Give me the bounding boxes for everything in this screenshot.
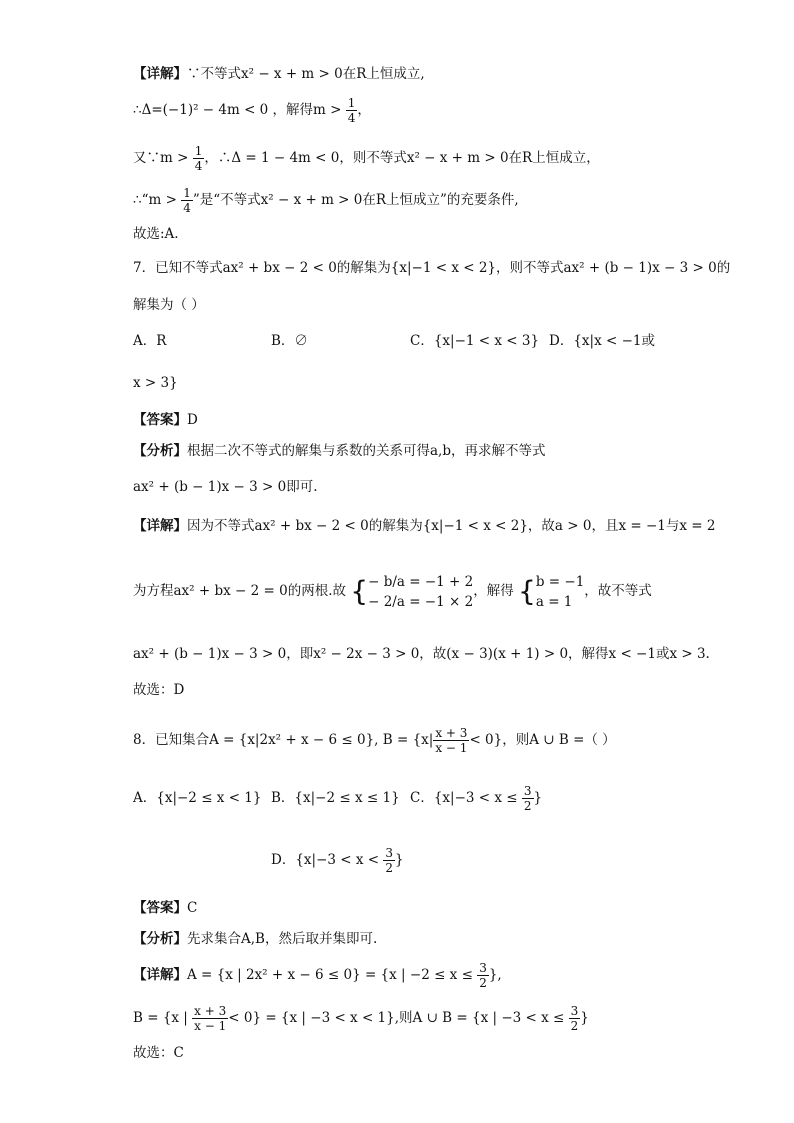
q8-detail-line1: 【详解】A = {x | 2x² + x − 6 ≤ 0} = {x | −2 ≤ x ≤ $\frac{3}{2}$ }, <box>133 961 502 990</box>
q6-detail-line1: 【详解】∵不等式x² − x + m > 0在R上恒成立, <box>133 66 425 82</box>
left-brace: { <box>350 574 369 608</box>
q8-answer: 【答案】C <box>133 900 198 916</box>
q7-option-d: D．{x|x < −1或 <box>549 333 655 349</box>
q8-option-d: D．{x|−3 < x < $\frac{3}{2}$ } <box>271 846 404 875</box>
q6-conclusion: 故选:A. <box>133 226 179 242</box>
fraction-x-plus-3-over-x-minus-1: $\frac{x + 3}{x - 1}$ <box>435 726 468 755</box>
q8-stem: 8．已知集合A = {x|2x² + x − 6 ≤ 0}, B = {x| $\frac{x + 3}{x - 1}$ < 0}，则A ∪ B =（ ） <box>133 726 616 755</box>
q7-option-a: A．R <box>133 333 167 349</box>
q7-option-d-cont: x > 3} <box>133 375 178 391</box>
q7-detail-line3: ax² + (b − 1)x − 3 > 0，即x² − 2x − 3 > 0，故(x − 3)(x + 1) > 0，解得x < −1或x > 3. <box>133 646 710 662</box>
q6-detail-line3: 又∵m > $\frac{1}{4}$ ，∴Δ = 1 − 4m < 0，则不等式x² − x + m > 0在R上恒成立， <box>133 144 600 173</box>
q7-option-c: C．{x|−1 < x < 3} <box>410 333 540 349</box>
fraction-x-plus-3-over-x-minus-1: $\frac{x + 3}{x - 1}$ <box>194 1004 227 1033</box>
q7-answer: 【答案】D <box>133 412 198 428</box>
q7-option-b: B．∅ <box>271 333 308 349</box>
q8-analysis: 【分析】先求集合A,B，然后取并集即可. <box>133 931 378 947</box>
q8-option-c: C．{x|−3 < x ≤ $\frac{3}{2}$ } <box>410 784 543 813</box>
q7-detail-line1: 【详解】因为不等式ax² + bx − 2 < 0的解集为{x|−1 < x < 2}，故a > 0，且x = −1与x = 2 <box>133 518 716 534</box>
q8-option-a: A．{x|−2 ≤ x < 1} <box>133 790 262 806</box>
fraction-one-quarter: $\frac{1}{4}$ <box>194 144 203 173</box>
equation-system-2: b = −1 a = 1 <box>535 573 585 610</box>
q8-conclusion: 故选：C <box>133 1045 184 1061</box>
fraction-three-halves: $\frac{3}{2}$ <box>523 784 532 813</box>
q8-option-b: B．{x|−2 ≤ x ≤ 1} <box>271 790 400 806</box>
q6-detail-line4: ∴“m > $\frac{1}{4}$ ”是“不等式x² − x + m > 0在R上恒成立”的充要条件, <box>133 186 519 215</box>
q6-detail-line2: ∴Δ=(−1)² − 4m < 0 ，解得m > $\frac{1}{4}$ ， <box>133 96 371 125</box>
fraction-three-halves: $\frac{3}{2}$ <box>479 961 487 990</box>
q7-analysis-line2: ax² + (b − 1)x − 3 > 0即可. <box>133 479 318 495</box>
q7-analysis-line1: 【分析】根据二次不等式的解集与系数的关系可得a,b，再求解不等式 <box>133 443 546 459</box>
fraction-three-halves: $\frac{3}{2}$ <box>570 1004 579 1033</box>
left-brace: { <box>518 574 536 608</box>
q7-conclusion: 故选：D <box>133 682 185 698</box>
q7-detail-line2: 为方程ax² + bx − 2 = 0的两根.故 { − b/a = −1 + 2 − 2/a = −1 × 2 ，解得 { b = −1 a = 1 ，故不等式 <box>133 573 652 610</box>
fraction-one-quarter: $\frac{1}{4}$ <box>347 96 356 125</box>
q8-detail-line2: B = {x | $\frac{x + 3}{x - 1}$ < 0} = {x | −3 < x < 1},则A ∪ B = {x | −3 < x ≤ $\frac{3}{2}$ } <box>133 1004 589 1033</box>
fraction-three-halves: $\frac{3}{2}$ <box>385 846 394 875</box>
q7-stem-line2: 解集为（ ） <box>133 297 205 313</box>
q7-stem-line1: 7．已知不等式ax² + bx − 2 < 0的解集为{x|−1 < x < 2}，则不等式ax² + (b − 1)x − 3 > 0的 <box>133 260 731 276</box>
equation-system-1: − b/a = −1 + 2 − 2/a = −1 × 2 <box>368 573 474 610</box>
fraction-one-quarter: $\frac{1}{4}$ <box>183 186 191 215</box>
